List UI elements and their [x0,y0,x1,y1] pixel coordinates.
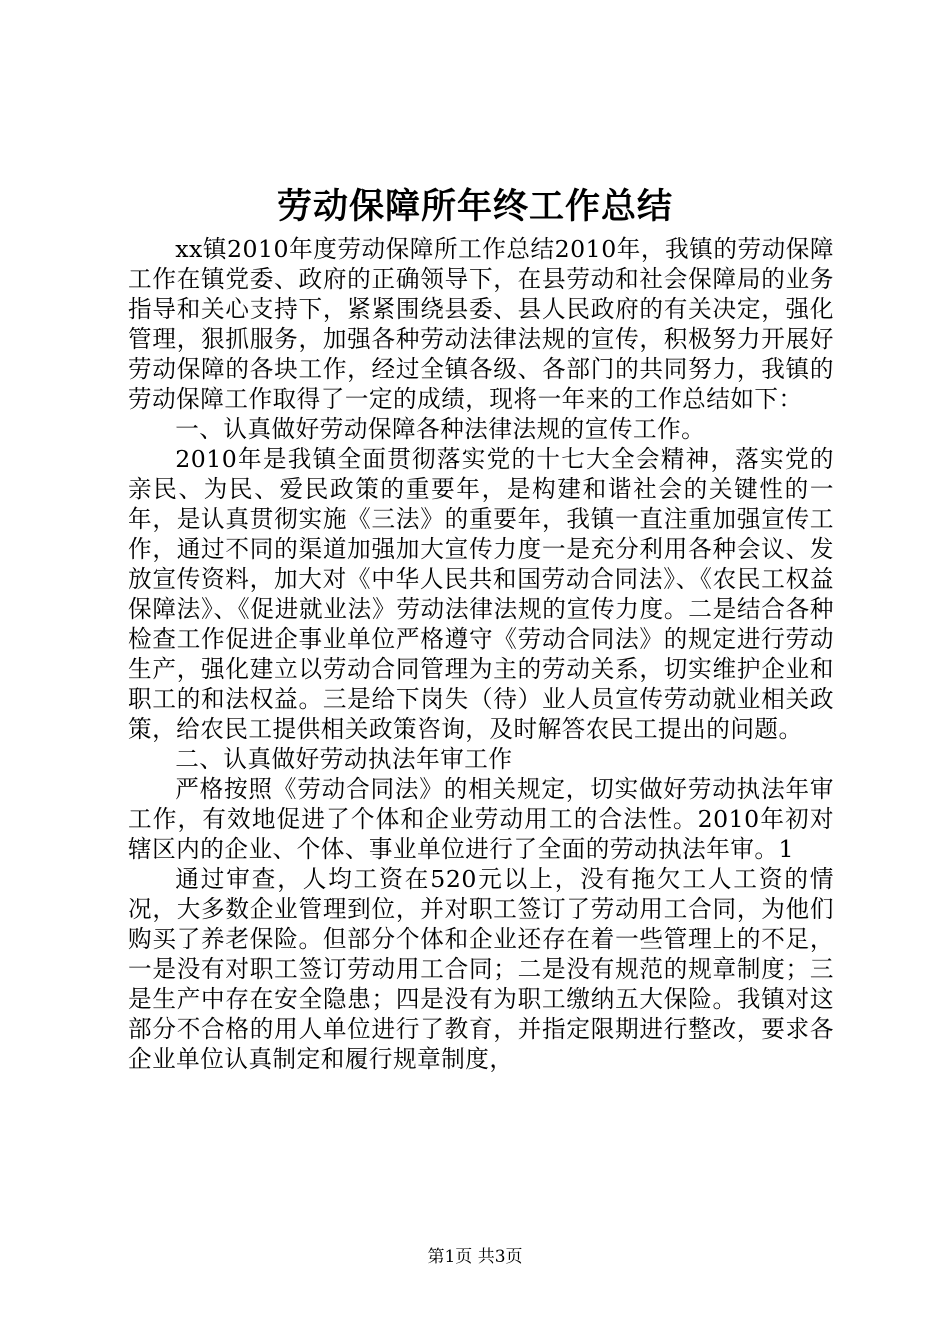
document-title: 劳动保障所年终工作总结 [276,186,673,227]
page-footer: 第1页 共3页 [427,1247,523,1267]
paragraph-section-2-cont: 通过审查，人均工资在520元以上，没有拖欠工人工资的情况，大多数企业管理到位，并对职工签订了劳动用工合同，为他们购买了养老保险。但部分个体和企业还存在着一些管理上的不足，一是没有对职工签订劳动用工合同；二是没有规范的规章制度；三是生产中存在安全隐患；四是没有为职工缴纳五大保险。我镇对这部分不合格的用人单位进行了教育，并指定限期进行整改，要求各企业单位认真制定和履行规章制度， [128,865,834,1073]
section-heading-2: 二、认真做好劳动执法年审工作 [175,745,513,773]
section-heading-1: 一、认真做好劳动保障各种法律法规的宣传工作。 [175,415,706,443]
paragraph-intro: xx镇2010年度劳动保障所工作总结2010年，我镇的劳动保障工作在镇党委、政府的正确领导下，在县劳动和社会保障局的业务指导和关心支持下，紧紧围绕县委、县人民政府的有关决定，强化管理，狠抓服务，加强各种劳动法律法规的宣传，积极努力开展好劳动保障的各块工作，经过全镇各级、各部门的共同努力，我镇的劳动保障工作取得了一定的成绩，现将一年来的工作总结如下： [128,235,834,413]
paragraph-section-2: 严格按照《劳动合同法》的相关规定，切实做好劳动执法年审工作，有效地促进了个体和企业劳动用工的合法性。2010年初对辖区内的企业、个体、事业单位进行了全面的劳动执法年审。1 [128,775,834,863]
paragraph-section-1: 2010年是我镇全面贯彻落实党的十七大全会精神，落实党的亲民、为民、爱民政策的重要年，是构建和谐社会的关键性的一年，是认真贯彻实施《三法》的重要年，我镇一直注重加强宣传工作，通过不同的渠道加强加大宣传力度一是充分利用各种会议、发放宣传资料，加大对《中华人民共和国劳动合同法》、《农民工权益保障法》、《促进就业法》劳动法律法规的宣传力度。二是结合各种检查工作促进企事业单位严格遵守《劳动合同法》的规定进行劳动生产，强化建立以劳动合同管理为主的劳动关系，切实维护企业和职工的和法权益。三是给下岗失（待）业人员宣传劳动就业相关政策，给农民工提供相关政策咨询，及时解答农民工提出的问题。 [128,445,834,743]
document-body [128,234,834,1074]
